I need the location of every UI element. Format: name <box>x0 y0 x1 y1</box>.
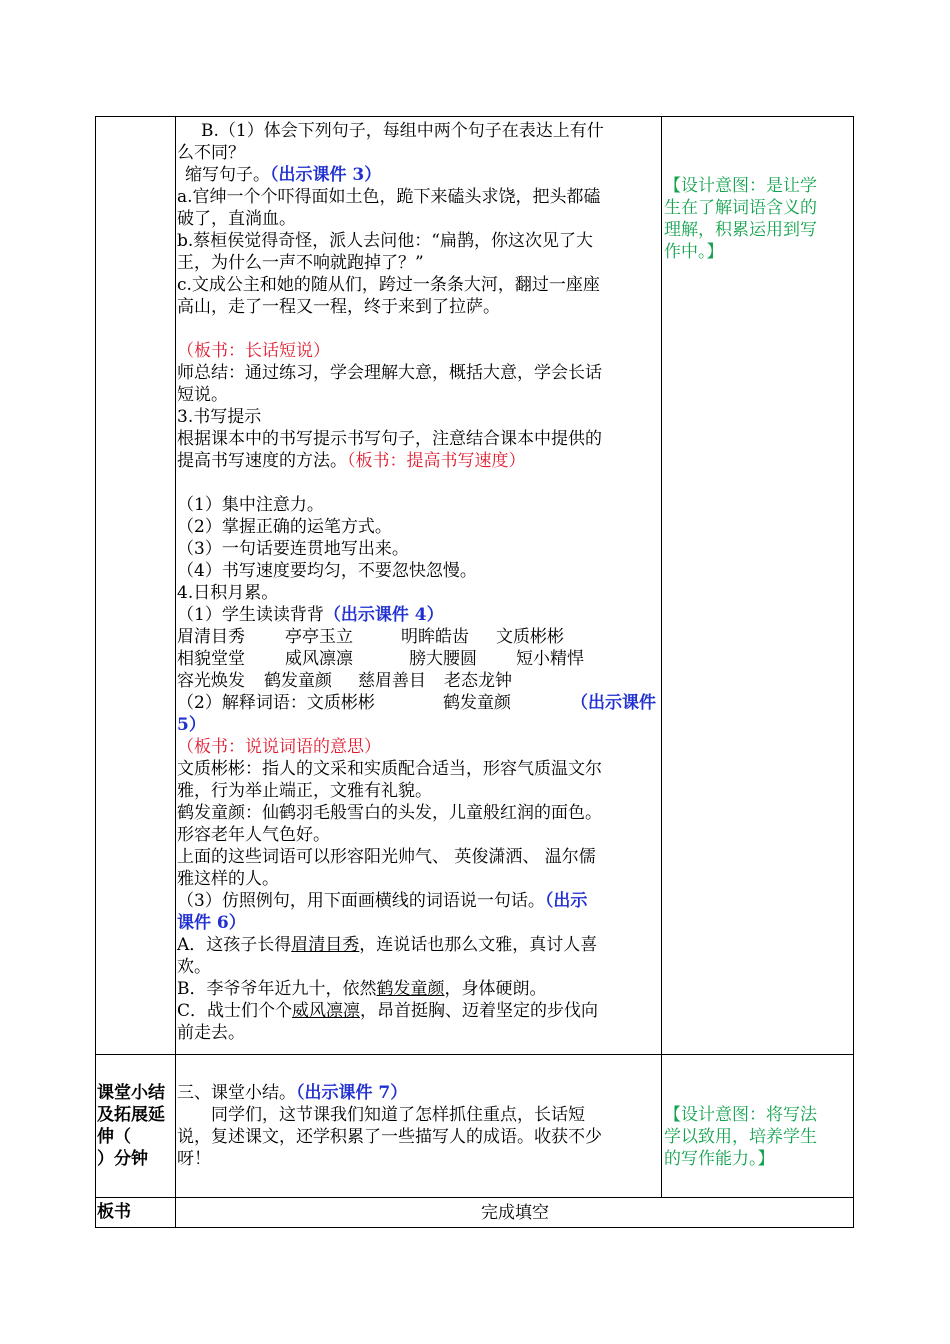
design-line: 【设计意图：将写法 <box>664 1105 817 1125</box>
row-divider-2 <box>95 1197 854 1198</box>
label-line: 及拓展延 <box>97 1105 165 1125</box>
idiom: 老态龙钟 <box>444 671 512 691</box>
courseware-tag: （出示课件 3） <box>270 165 382 185</box>
text-span: ，昂首挺胸、迈着坚定的步伐向 <box>360 1001 599 1021</box>
text-line: 雅这样的人。 <box>177 869 279 889</box>
idiom: 鹤发童颜 <box>264 671 332 691</box>
table-border-top <box>95 116 854 117</box>
text-line: 短说。 <box>177 385 228 405</box>
text-line <box>177 692 661 714</box>
board-note: （板书：长话短说） <box>177 341 330 361</box>
table-border-right <box>853 116 854 1228</box>
board-note: （板书：说说词语的意思） <box>177 737 381 757</box>
text-line: B.（1）体会下列句子，每组中两个句子在表达上有什 <box>201 121 604 141</box>
text-line: （3）一句话要连贯地写出来。 <box>177 539 409 559</box>
design-intent-cell <box>664 1104 852 1170</box>
idiom: 眉清目秀 <box>177 627 245 647</box>
text-line: 说，复述课文，还学积累了一些描写人的成语。收获不少 <box>177 1127 602 1147</box>
courseware-tag: （出示课件 4） <box>323 605 444 625</box>
text-line <box>177 450 661 472</box>
design-line: 【设计意图：是让学 <box>664 176 817 196</box>
text-line: 高山，走了一程又一程，终于来到了拉萨。 <box>177 297 500 317</box>
text-line: 同学们，这节课我们知道了怎样抓住重点，长话短 <box>211 1105 585 1125</box>
board-content: 完成填空 <box>481 1203 549 1223</box>
idiom-row <box>177 670 661 692</box>
idiom: 容光焕发 <box>177 671 245 691</box>
idiom: 亭亭玉立 <box>285 627 353 647</box>
section-heading: 3.书写提示 <box>177 407 262 427</box>
text-line: b.蔡桓侯觉得奇怪，派人去问他：“扁鹊，你这次见了大 <box>177 231 593 251</box>
design-intent-cell <box>664 175 852 263</box>
design-line: 理解，积累运用到写 <box>664 220 817 240</box>
row-label-board: 板书 <box>97 1202 131 1222</box>
text-line: 王，为什么一声不响就跑掉了？” <box>177 253 424 273</box>
text-line: （1）集中注意力。 <box>177 495 324 515</box>
label-line: 课堂小结 <box>97 1083 165 1103</box>
text-span: ，连说话也那么文雅，真讨人喜 <box>359 935 598 955</box>
text-span: （3）仿照例句，用下面画横线的词语说一句话。 <box>177 891 545 911</box>
label-line: ）分钟 <box>97 1149 148 1169</box>
idiom-row <box>177 626 661 648</box>
idiom: 明眸皓齿 <box>401 627 469 647</box>
board-note: （板书：提高书写速度） <box>347 451 526 471</box>
column-divider-2 <box>661 116 662 1198</box>
underlined-idiom: 鹤发童颜 <box>376 979 445 999</box>
text-span: C．战士们个个 <box>177 1001 293 1021</box>
design-line: 作中。】 <box>664 242 724 262</box>
lesson-plan-table <box>95 116 854 1228</box>
table-border-left <box>95 116 96 1228</box>
design-line: 学以致用，培养学生 <box>664 1127 817 1147</box>
text-span: 鹤发童颜 <box>443 693 511 713</box>
text-span: A．这孩子长得 <box>177 935 292 955</box>
text-line: 上面的这些词语可以形容阳光帅气、 英俊潇洒、 温尔儒 <box>177 847 596 867</box>
idiom-row <box>177 648 661 670</box>
courseware-tag: （出示 <box>544 891 588 911</box>
column-divider-1 <box>175 116 176 1228</box>
text-line <box>177 604 661 626</box>
text-span: （2）解释词语：文质彬彬 <box>177 693 375 713</box>
row-label-summary <box>97 1082 175 1170</box>
text-line: 破了，直淌血。 <box>177 209 296 229</box>
text-line: （2）掌握正确的运笔方式。 <box>177 517 392 537</box>
row-divider-1 <box>95 1054 854 1055</box>
table-border-bottom <box>95 1227 854 1228</box>
text-line: 雅，行为举止端正，文雅有礼貌。 <box>177 781 432 801</box>
idiom: 慈眉善目 <box>358 671 426 691</box>
text-line: 根据课本中的书写提示书写句子，注意结合课本中提供的 <box>177 429 602 449</box>
text-line: 呀！ <box>177 1149 211 1169</box>
underlined-idiom: 眉清目秀 <box>291 935 360 955</box>
text-line: 欢。 <box>177 957 211 977</box>
idiom: 相貌堂堂 <box>177 649 245 669</box>
design-line: 的写作能力。】 <box>664 1149 775 1169</box>
blank-line <box>177 472 661 494</box>
idiom: 短小精悍 <box>516 649 584 669</box>
idiom: 膀大腰圆 <box>409 649 477 669</box>
courseware-tag: 课件 6） <box>177 913 246 933</box>
text-line <box>177 164 661 186</box>
text-span: B．李爷爷年近九十，依然 <box>177 979 377 999</box>
summary-content-cell <box>177 1082 661 1170</box>
text-span: 提高书写速度的方法。 <box>177 451 347 471</box>
courseware-tag: 5） <box>177 715 206 735</box>
label-line: 伸（ <box>97 1127 131 1147</box>
text-line: 鹤发童颜：仙鹤羽毛般雪白的头发，儿童般红润的面色。 <box>177 803 602 823</box>
text-line: 文质彬彬：指人的文采和实质配合适当，形容气质温文尔 <box>177 759 602 779</box>
text-span: 缩写句子。 <box>185 165 270 185</box>
text-line: 师总结：通过练习，学会理解大意，概括大意，学会长话 <box>177 363 602 383</box>
text-line: 形容老年人气色好。 <box>177 825 330 845</box>
courseware-tag: （出示课件 <box>571 693 656 713</box>
text-line: c.文成公主和她的随从们，跨过一条条大河，翻过一座座 <box>177 275 600 295</box>
text-line <box>177 978 661 1000</box>
text-line: 么不同？ <box>177 143 245 163</box>
text-line <box>177 890 661 912</box>
idiom: 威风凛凛 <box>285 649 353 669</box>
text-span: （1）学生读读背背 <box>177 605 324 625</box>
text-line: 前走去。 <box>177 1023 245 1043</box>
blank-line <box>177 318 661 340</box>
courseware-tag: （出示课件 7） <box>296 1083 408 1103</box>
text-line <box>177 1000 661 1022</box>
text-span: ，身体硬朗。 <box>444 979 547 999</box>
text-line <box>177 934 661 956</box>
idiom: 文质彬彬 <box>496 627 564 647</box>
section-heading: 4.日积月累。 <box>177 583 279 603</box>
main-content-cell <box>177 120 661 1044</box>
section-heading: 三、课堂小结。 <box>177 1083 296 1103</box>
text-line <box>177 1082 661 1104</box>
text-line: a.官绅一个个吓得面如土色，跪下来磕头求饶，把头都磕 <box>177 187 601 207</box>
design-line: 生在了解词语含义的 <box>664 198 817 218</box>
underlined-idiom: 威风凛凛 <box>292 1001 361 1021</box>
text-line: （4）书写速度要均匀，不要忽快忽慢。 <box>177 561 477 581</box>
